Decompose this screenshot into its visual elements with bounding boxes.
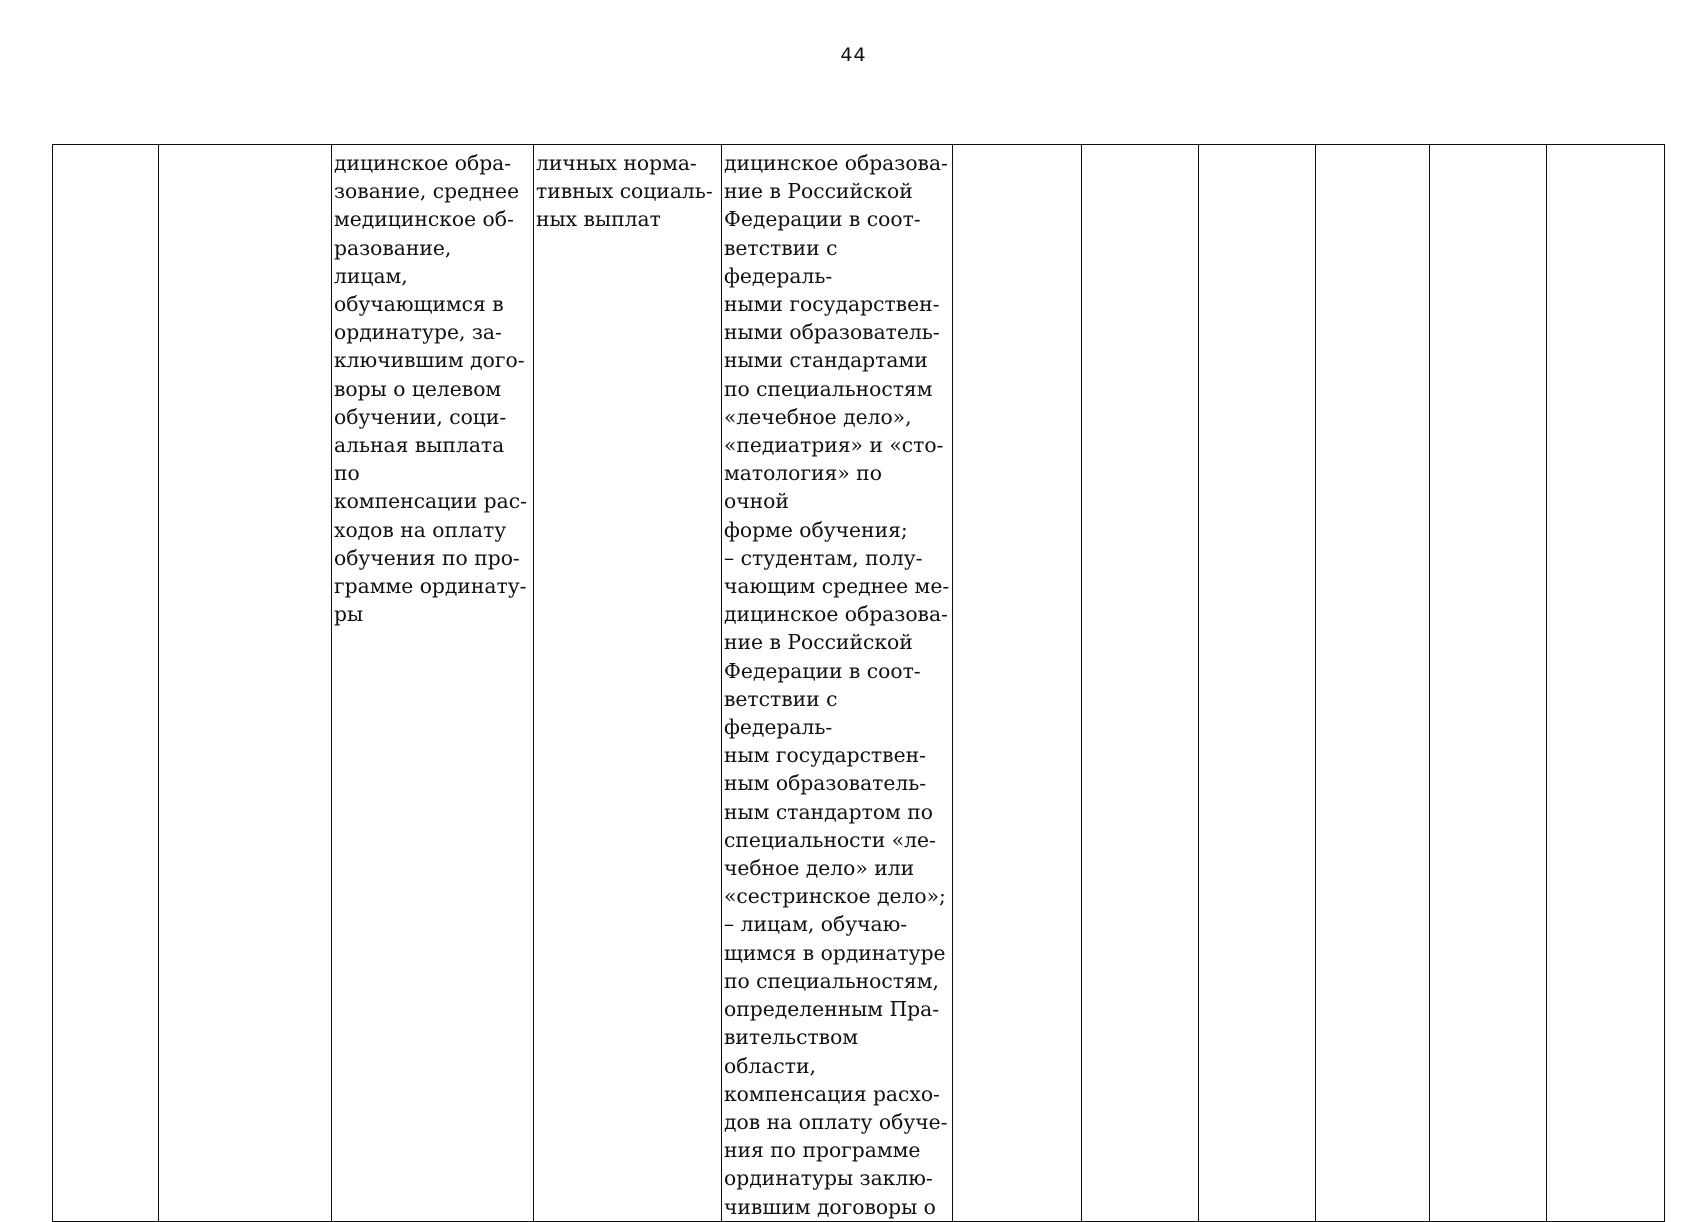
table-cell-col4: личных норма- тивных социаль- ных выплат: [534, 145, 722, 1222]
table-cell-col2: [159, 145, 332, 1222]
table-cell-col10: [1430, 145, 1547, 1222]
table-cell-col1: [53, 145, 159, 1222]
table-cell-col8: [1199, 145, 1316, 1222]
table-cell-col11: [1547, 145, 1665, 1222]
table-cell-col9: [1316, 145, 1430, 1222]
page-number: 44: [840, 44, 867, 66]
table-cell-col6: [953, 145, 1082, 1222]
data-table: [52, 144, 1665, 1222]
table-cell-col3: дицинское обра- зование, среднее медицинское об- разование, лицам, обучающимся в ординатуре, за- ключившим дого- воры о целевом обучении, соци- альная выплата по компенсации рас- ходов на оплату обучения по про- грамме ординату- ры: [332, 145, 534, 1222]
table-cell-col5: дицинское образова- ние в Российской Федерации в соот- ветствии с федераль- ными государствен- ными образователь- ными стандартами по специальностям «лечебное дело», «педиатрия» и «сто- матология» по очной форме обучения; – студентам, полу- чающим среднее ме- дицинское образова- ние в Российской Федерации в соот- ветствии с федераль- ным государствен- ным образователь- ным стандартом по специальности «ле- чебное дело» или «сестринское дело»; – лицам, обучаю- щимся в ординатуре по специальностям, определенным Пра- вительством области, компенсация расхо- дов на оплату обуче- ния по программе ординатуры заклю- чившим договоры о: [722, 145, 953, 1222]
table-row: [53, 145, 1665, 1222]
table-cell-col7: [1082, 145, 1199, 1222]
